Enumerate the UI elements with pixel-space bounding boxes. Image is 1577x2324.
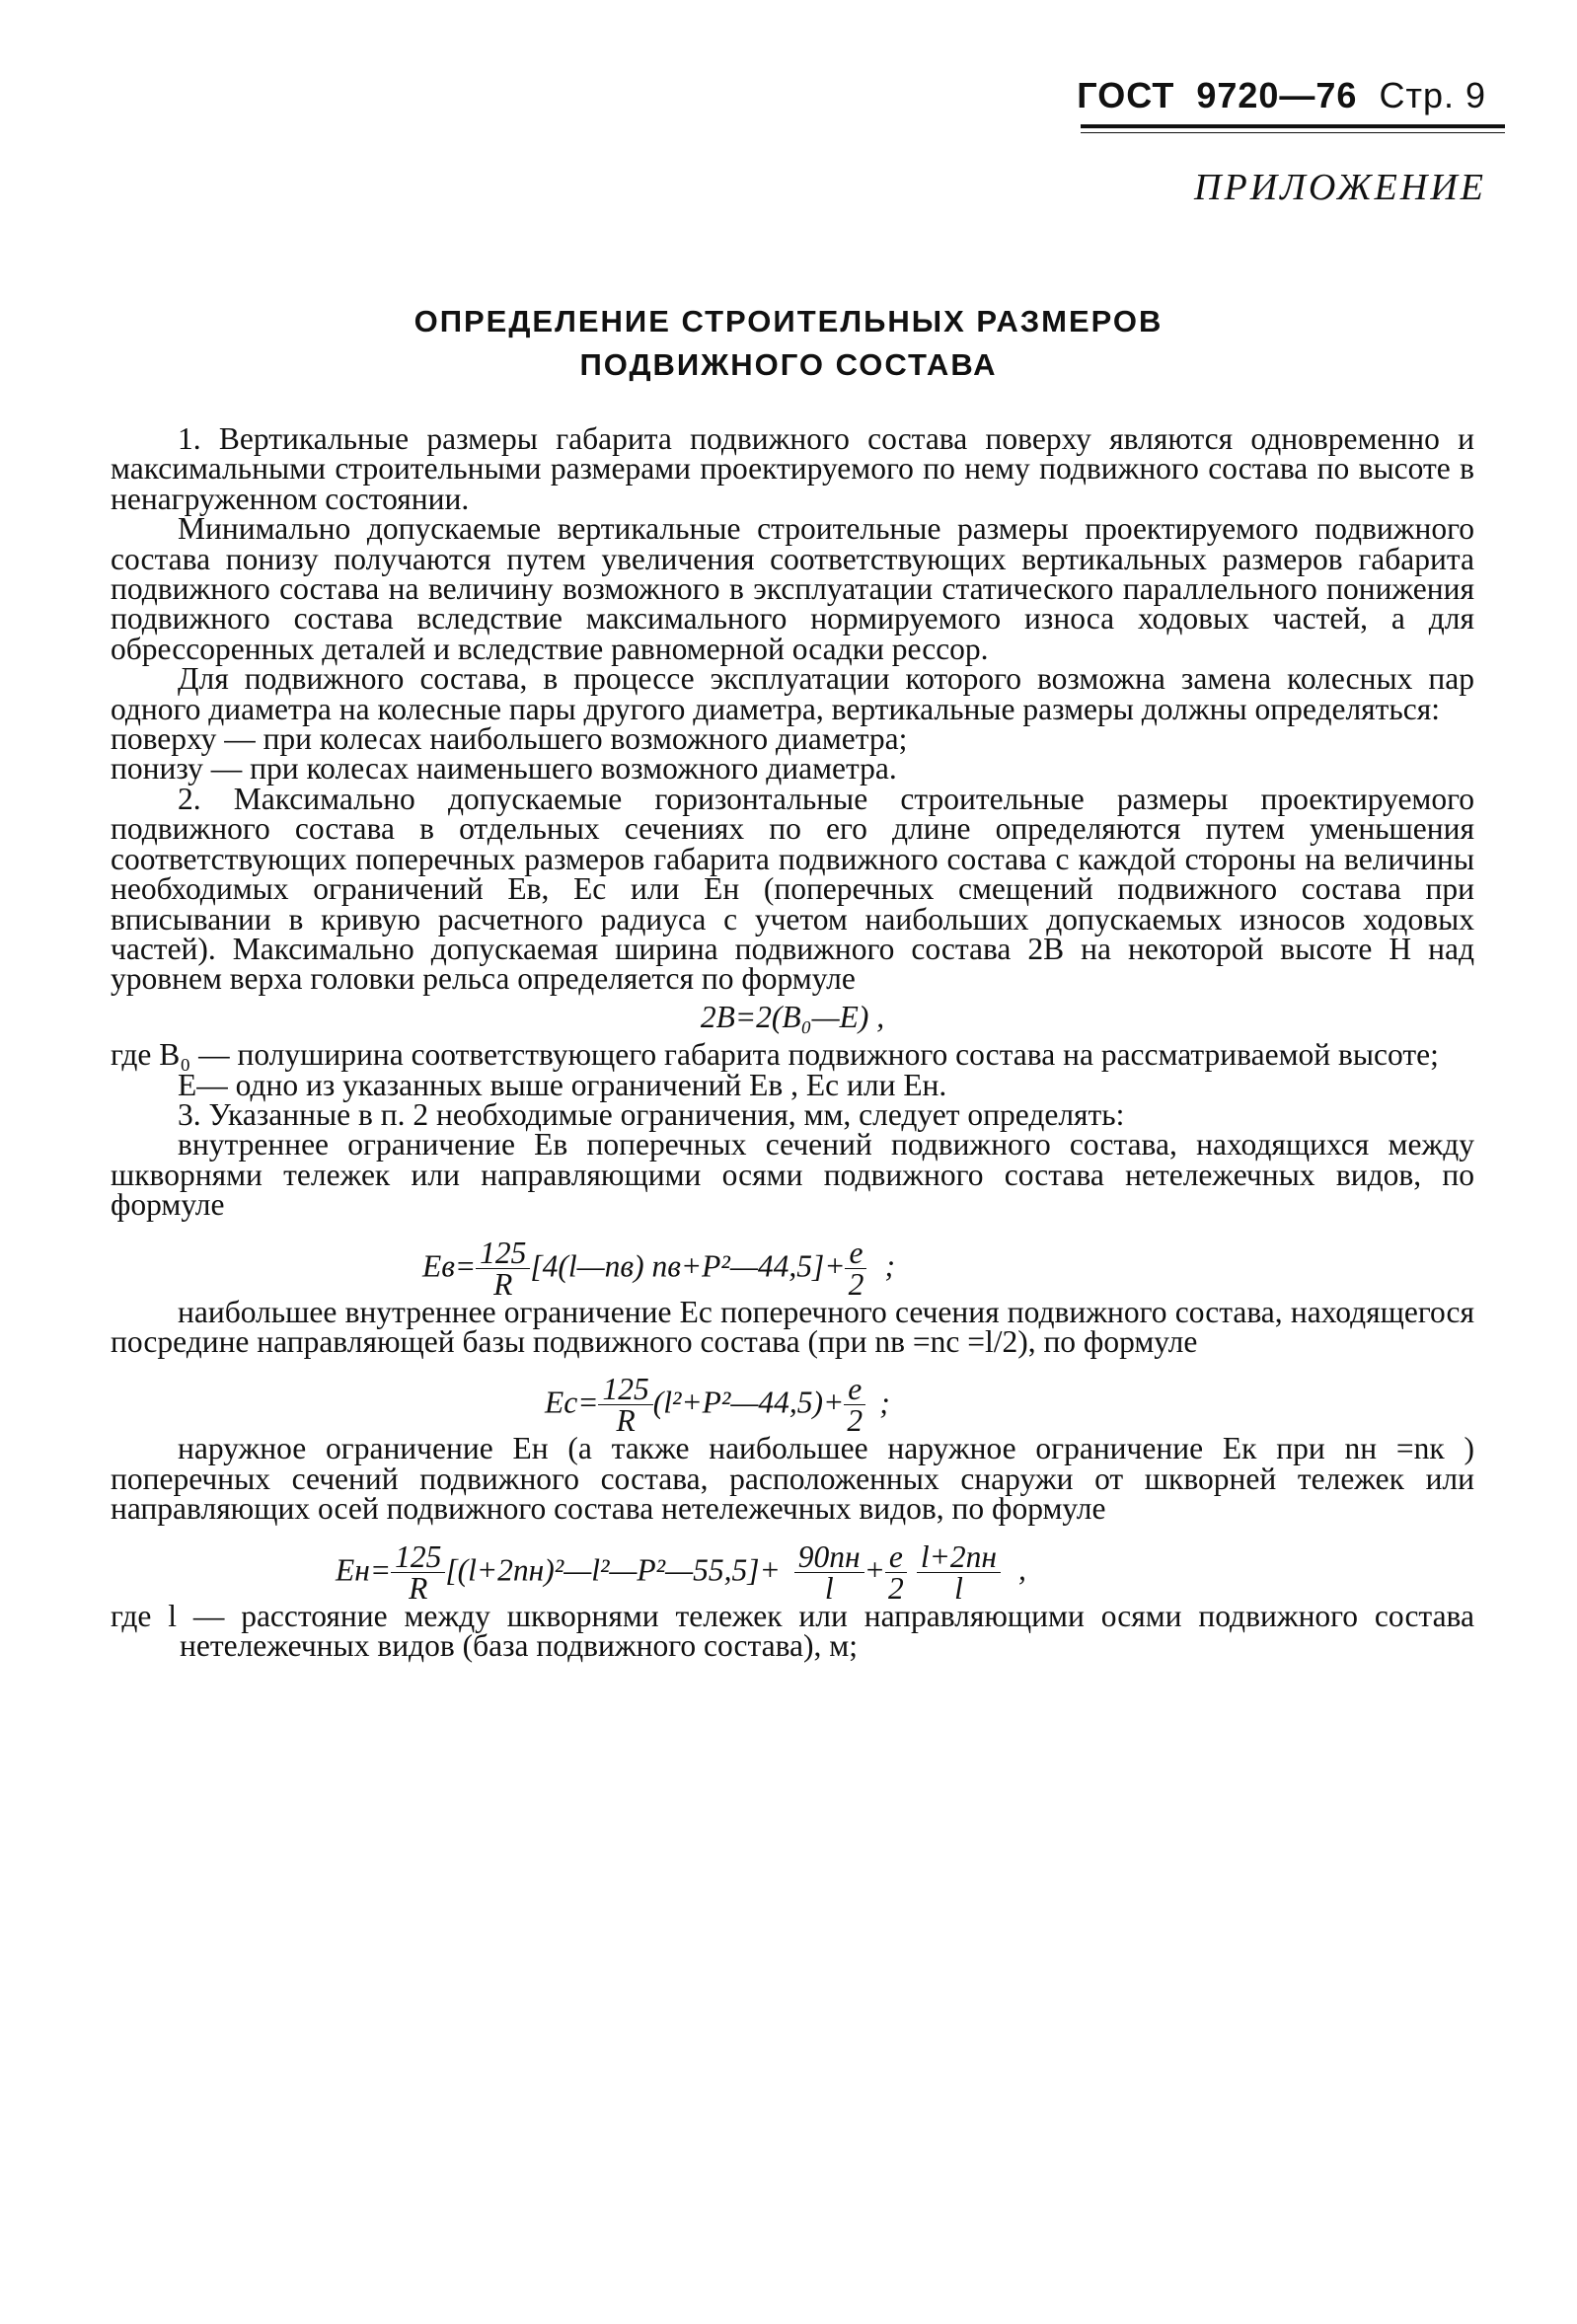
- paragraph-3: Для подвижного состава, в процессе эксплуатации которого возможна замена колесных пар одного диаметра на колесные пары другого диаметра, вертикальные размеры должны определяться:: [111, 661, 1474, 726]
- formula-width: 2B=2(B₀—E) ,: [700, 999, 885, 1034]
- paragraph-7: где B₀ — полуширина соответствующего габарита подвижного состава на рассматриваемой высоте;: [111, 1037, 1439, 1073]
- formula-ec-den-2: 2: [847, 1403, 864, 1439]
- formula-en-den: R: [409, 1570, 428, 1606]
- paragraph-9: 3. Указанные в п. 2 необходимые ограничения, мм, следует определять:: [178, 1096, 1125, 1132]
- formula-en-num-2: 90nн: [794, 1542, 864, 1573]
- formula-ev-tail: ;: [884, 1248, 895, 1284]
- paragraph-10: внутреннее ограничение Eв поперечных сечений подвижного состава, находящихся между шкворнями тележек или направляющими осями подвижного состава нетележечных видов, по формуле: [111, 1127, 1474, 1223]
- paragraph-4: поверху — при колесах наибольшего возможного диаметра;: [111, 721, 908, 757]
- formula-en-body: [(l+2nн)²—l²—P²—55,5]+: [445, 1552, 781, 1588]
- formula-ec: [111, 1357, 1474, 1439]
- formula-en-num: 125: [391, 1542, 445, 1573]
- paragraph-8: E— одно из указанных выше ограничений Eв , Eс или Eн.: [178, 1067, 947, 1102]
- formula-ev-fraction: [476, 1235, 530, 1302]
- formula-en-den-4: l: [954, 1570, 963, 1606]
- formula-ev-body: [4(l—nв) nв+P²—44,5]+: [530, 1248, 846, 1284]
- paragraph-6: 2. Максимально допускаемые горизонтальные строительные размеры проектируемого подвижного состава в отдельных сечениях по его длине определяются путем уменьшения соответствующих поперечных размеров габарита подвижного состава с каждой стороны на величины необходимых ограничений Eв, Eс или Eн (поперечных смещений подвижного состава при вписывании в кривую расчетного радиуса с учетом наибольших допускаемых износов ходовых частей). Максимально допускаемая ширина подвижного состава 2B на некоторой высоте H над уровнем верха головки рельса определяется по формуле: [111, 781, 1474, 997]
- formula-ec-fraction: [598, 1372, 652, 1439]
- header-rule: [1081, 124, 1505, 128]
- paragraph-13: где l — расстояние между шкворнями тележек или направляющими осями подвижного состава нетележечных видов (база подвижного состава), м;: [111, 1598, 1474, 1663]
- formula-ec-fraction-2: [844, 1372, 865, 1439]
- formula-en-tail: ,: [1018, 1552, 1026, 1588]
- formula-en-plus: +: [864, 1552, 885, 1588]
- paragraph-11: наибольшее внутреннее ограничение Eс поперечного сечения подвижного состава, находящегося посредине направляющей базы подвижного состава (при nв =nс =l/2), по формуле: [111, 1294, 1474, 1359]
- paragraph-1: 1. Вертикальные размеры габарита подвижного состава поверху являются одновременно и максимальными строительными размерами проектируемого по нему подвижного состава по высоте в ненагруженном состоянии.: [111, 421, 1474, 516]
- appendix-label: ПРИЛОЖЕНИЕ: [1194, 167, 1486, 208]
- formula-ec-body: (l²+P²—44,5)+: [652, 1386, 845, 1421]
- formula-en-fraction-3: [885, 1538, 907, 1606]
- page-header: [1077, 75, 1486, 116]
- formula-en-fraction: [391, 1538, 445, 1606]
- formula-en-num-4: l+2nн: [917, 1542, 1001, 1573]
- formula-ec-lhs: Eс=: [545, 1386, 599, 1421]
- title-line-1: ОПРЕДЕЛЕНИЕ СТРОИТЕЛЬНЫХ РАЗМЕРОВ: [413, 304, 1164, 338]
- formula-en-den-2: l: [824, 1570, 834, 1606]
- page-number: Стр. 9: [1379, 75, 1486, 115]
- formula-ev-den: R: [493, 1266, 513, 1302]
- title-line-2: ПОДВИЖНОГО СОСТАВА: [579, 347, 998, 382]
- formula-ev-num-2: e: [845, 1238, 866, 1269]
- header-rule-thin: [1081, 132, 1505, 133]
- standard-label: ГОСТ: [1077, 75, 1175, 115]
- formula-en-num-3: e: [885, 1542, 907, 1573]
- formula-ec-den: R: [616, 1403, 636, 1439]
- formula-ev-fraction-2: [845, 1235, 866, 1302]
- formula-ev-num: 125: [476, 1238, 530, 1269]
- paragraph-2: Минимально допускаемые вертикальные строительные размеры проектируемого подвижного состава понизу получаются путем увеличения соответствующих вертикальных размеров габарита подвижного состава на величину возможного в эксплуатации статического параллельного понижения подвижного состава вследствие максимального нормируемого износа ходовых частей, а для обрессоренных деталей и вследствие равномерной осадки рессор.: [111, 511, 1474, 666]
- formula-ev-den-2: 2: [848, 1266, 864, 1302]
- formula-en: [111, 1525, 1474, 1606]
- standard-number: 9720—76: [1196, 75, 1358, 115]
- formula-en-fraction-2: [794, 1538, 864, 1606]
- formula-ec-num: 125: [598, 1375, 652, 1405]
- formula-ec-tail: ;: [879, 1386, 890, 1421]
- formula-en-den-3: 2: [888, 1570, 904, 1606]
- formula-ev-lhs: Eв=: [422, 1248, 477, 1284]
- formula-en-lhs: Eн=: [336, 1552, 392, 1588]
- paragraph-5: понизу — при колесах наименьшего возможного диаметра.: [111, 751, 897, 787]
- document-body: [111, 421, 1474, 1663]
- formula-ev: [111, 1221, 1474, 1302]
- formula-en-fraction-4: [917, 1538, 1001, 1606]
- paragraph-12: наружное ограничение Eн (а также наибольшее наружное ограничение Eк при nн =nк ) поперечных сечений подвижного состава, расположенных снаружи от шкворней тележек или направляющих осей подвижного состава нетележечных видов, по формуле: [111, 1431, 1474, 1527]
- formula-ec-num-2: e: [844, 1375, 865, 1405]
